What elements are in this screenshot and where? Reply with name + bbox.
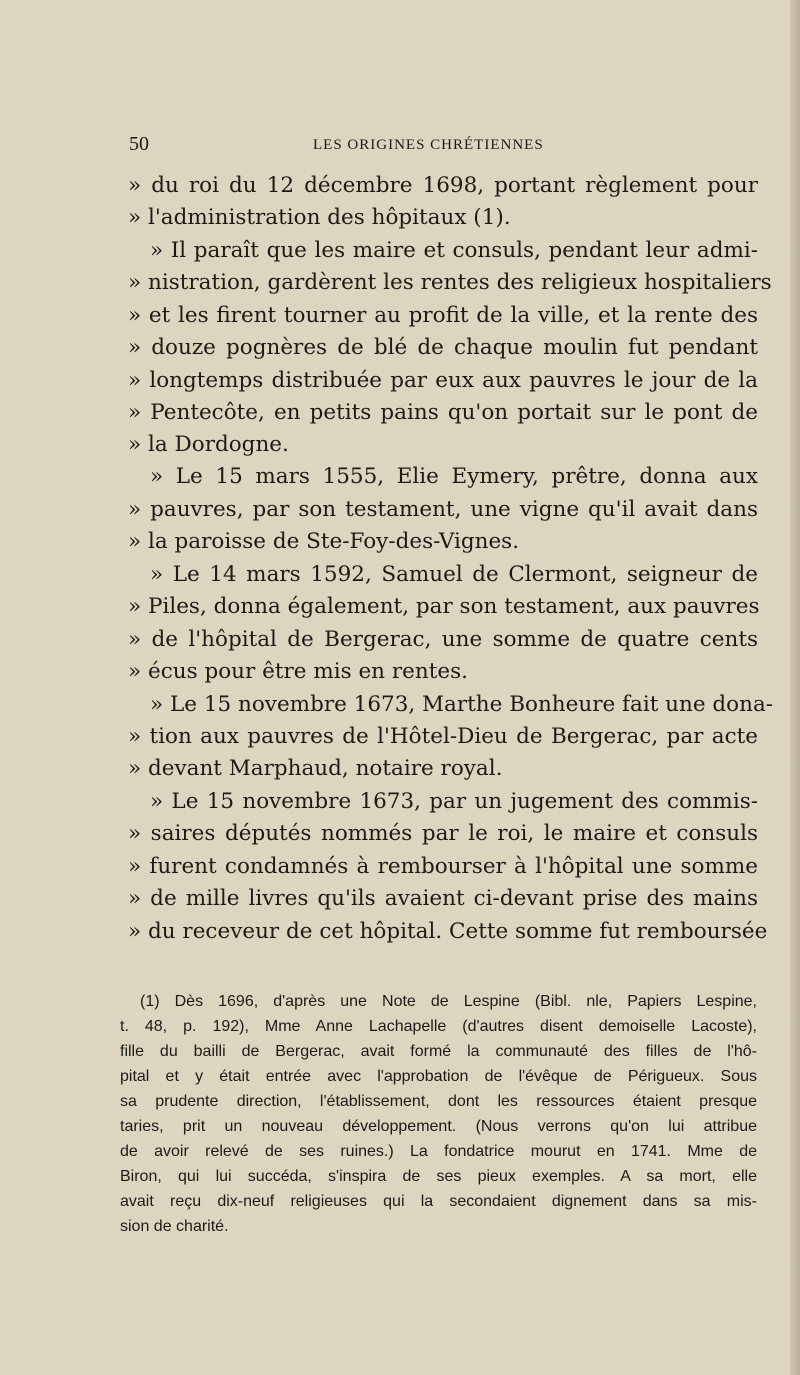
text-line: » devant Marphaud, notaire royal.: [128, 756, 503, 781]
footnote-line: sion de charité.: [120, 1218, 229, 1235]
footnote-line: (1) Dès 1696, d'après une Note de Lespine (Bibl. nle, Papiers Lespine,: [140, 993, 757, 1010]
footnote-line: taries, prit un nouveau développement. (Nous verrons qu'on lui attribue: [120, 1118, 757, 1135]
page-edge: [790, 0, 800, 1375]
text-line: » de l'hôpital de Bergerac, une somme de quatre cents: [128, 627, 758, 652]
text-line: » écus pour être mis en rentes.: [128, 659, 468, 684]
text-line: » tion aux pauvres de l'Hôtel-Dieu de Bergerac, par acte: [128, 724, 758, 749]
text-line: » saires députés nommés par le roi, le maire et consuls: [128, 821, 758, 846]
text-line: » la paroisse de Ste-Foy-des-Vignes.: [128, 529, 520, 554]
text-line: » du receveur de cet hôpital. Cette somme fut remboursée: [128, 919, 768, 944]
text-line: » douze pognères de blé de chaque moulin fut pendant: [128, 335, 758, 360]
text-line: » du roi du 12 décembre 1698, portant règlement pour: [128, 173, 758, 198]
text-line: » Le 15 novembre 1673, par un jugement des commis-: [150, 789, 758, 814]
footnote-line: de avoir relevé de ses ruines.) La fondatrice mourut en 1741. Mme de: [120, 1143, 757, 1160]
page-number: 50: [129, 133, 149, 155]
footnote-line: pital et y était entrée avec l'approbation de l'évêque de Périgueux. Sous: [120, 1068, 757, 1085]
page-header: [129, 133, 779, 157]
text-line: » Il paraît que les maire et consuls, pendant leur admi-: [150, 238, 758, 263]
text-line: » nistration, gardèrent les rentes des religieux hospitaliers: [128, 270, 772, 295]
text-line: » Le 14 mars 1592, Samuel de Clermont, seigneur de: [150, 562, 758, 587]
text-line: » Le 15 novembre 1673, Marthe Bonheure fait une dona-: [150, 692, 774, 717]
footnote-line: avait reçu dix-neuf religieuses qui la secondaient dignement dans sa mis-: [120, 1193, 757, 1210]
text-line: » Pentecôte, en petits pains qu'on portait sur le pont de: [128, 400, 758, 425]
text-line: » furent condamnés à rembourser à l'hôpital une somme: [128, 854, 758, 879]
text-line: » Piles, donna également, par son testament, aux pauvres: [128, 594, 760, 619]
text-line: » de mille livres qu'ils avaient ci-devant prise des mains: [128, 886, 758, 911]
running-head: LES ORIGINES CHRÉTIENNES: [313, 137, 544, 153]
text-line: » l'administration des hôpitaux (1).: [128, 205, 511, 230]
text-line: » longtemps distribuée par eux aux pauvres le jour de la: [128, 368, 758, 393]
footnote-line: Biron, qui lui succéda, s'inspira de ses pieux exemples. A sa mort, elle: [120, 1168, 757, 1185]
footnote-line: t. 48, p. 192), Mme Anne Lachapelle (d'autres disent demoiselle Lacoste),: [120, 1018, 757, 1035]
footnote-line: sa prudente direction, l'établissement, dont les ressources étaient presque: [120, 1093, 757, 1110]
text-line: » et les firent tourner au profit de la ville, et la rente des: [128, 303, 758, 328]
footnote-line: fille du bailli de Bergerac, avait formé la communauté des filles de l'hô-: [120, 1043, 757, 1060]
text-line: » Le 15 mars 1555, Elie Eymery, prêtre, donna aux: [150, 464, 758, 489]
text-line: » pauvres, par son testament, une vigne qu'il avait dans: [128, 497, 758, 522]
text-line: » la Dordogne.: [128, 432, 289, 457]
